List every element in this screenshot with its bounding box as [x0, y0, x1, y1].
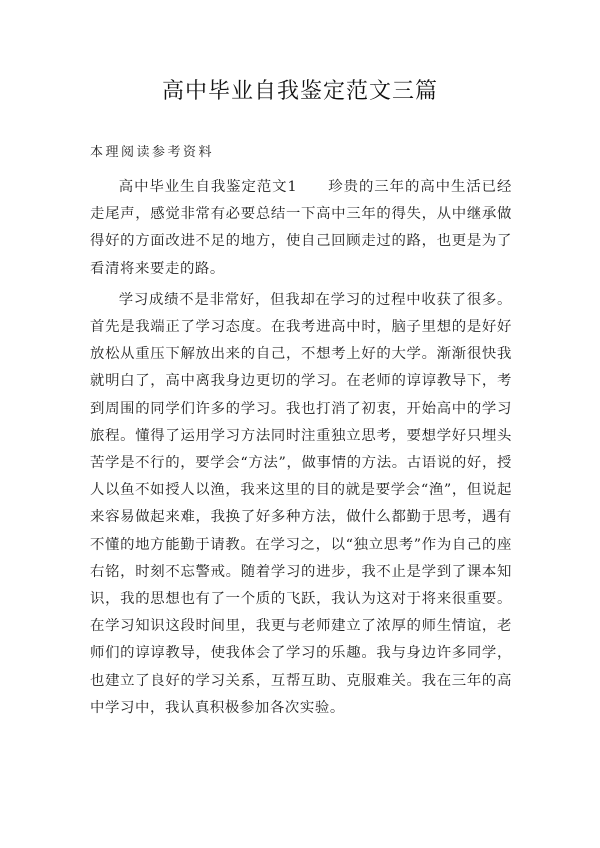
paragraph: 学习成绩不是非常好，但我却在学习的过程中收获了很多。首先是我端正了学习态度。在我考进高中时，脑子里想的是好好放松从重压下解放出来的自己，不想考上好的大学。渐渐很快我就明白了，高中离我身边更切的学习。在老师的谆谆教导下，考到周围的同学们许多的学习。我也打消了初衷，开始高中的学习旅程。懂得了运用学习方法同时注重独立思考，要想学好只埋头苦学是不行的，要学会“方法”，做事情的方法。古语说的好，授人以鱼不如授人以渔，我来这里的目的就是要学会“渔”，但说起来容易做起来难，我换了好多种方法，做什么都勤于思考，遇有不懂的地方能勤于请教。在学习之，以“独立思考”作为自己的座右铭，时刻不忘警戒。随着学习的进步，我不止是学到了课本知识，我的思想也有了一个质的飞跃，我认为这对于将来很重要。在学习知识这段时间里，我更与老师建立了浓厚的师生情谊，老师们的谆谆教导，使我体会了学习的乐趣。我与身边许多同学，也建立了良好的学习关系，互帮互助、克服难关。我在三年的高中学习中，我认真积极参加各次实验。 [90, 291, 512, 716]
document-subheading: 本理阅读参考资料 [90, 145, 215, 160]
document-body [90, 174, 512, 726]
document-title: 高中毕业自我鉴定范文三篇 [161, 79, 438, 104]
paragraph: 高中毕业生自我鉴定范文1 珍贵的三年的高中生活已经走尾声，感觉非常有必要总结一下高中三年的得失，从中继承做得好的方面改进不足的地方，使自己回顾走过的路，也更是为了看清将来要走的路。 [90, 179, 512, 277]
